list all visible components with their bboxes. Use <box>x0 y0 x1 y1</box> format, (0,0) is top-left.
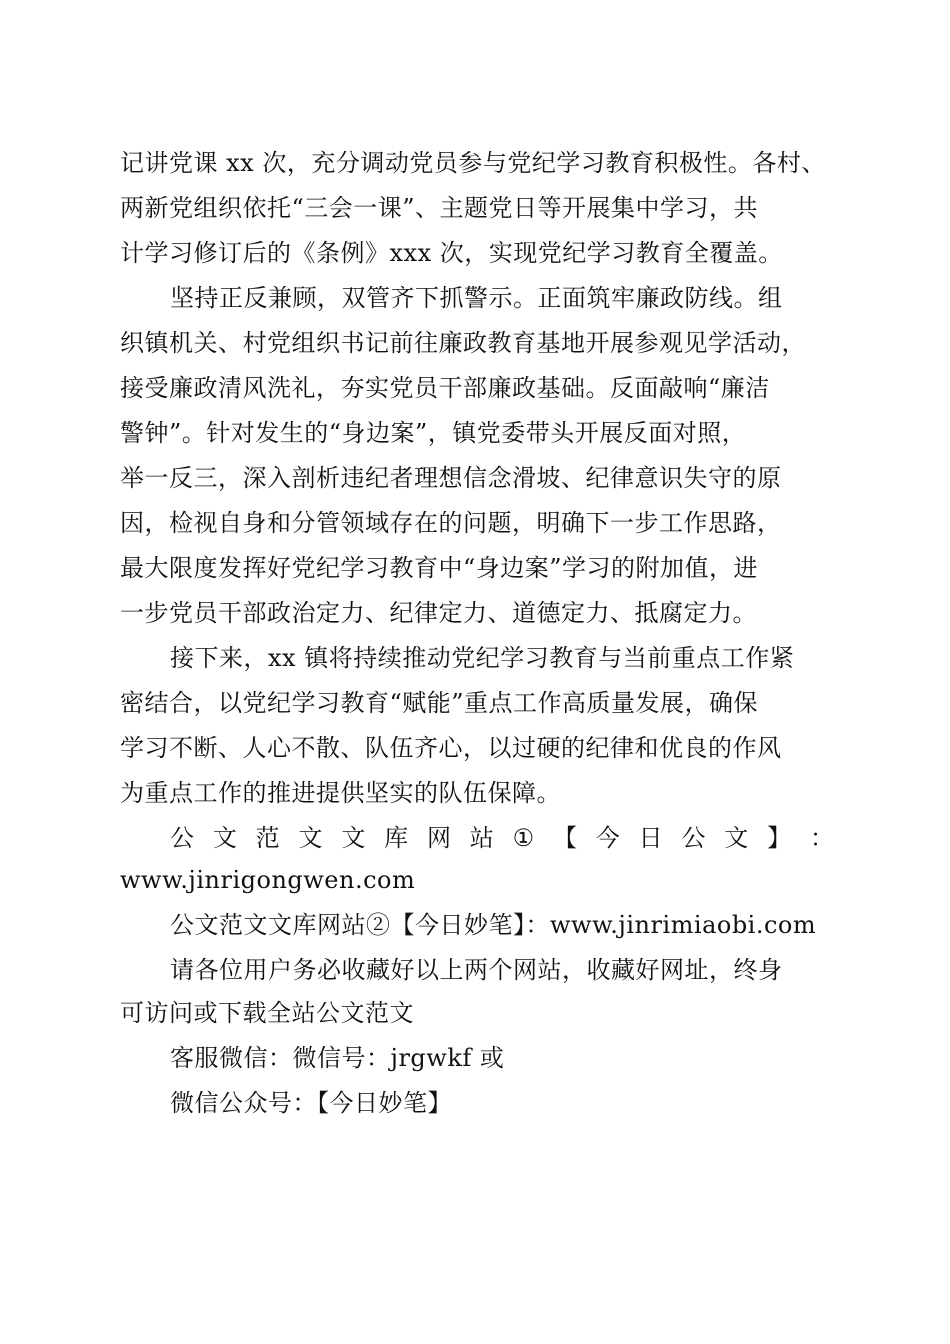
body-line: 接受廉政清风洗礼，夯实党员干部廉政基础。反面敲响“廉洁 <box>120 374 770 402</box>
site1-label <box>170 823 834 853</box>
body-line: 学习不断、人心不散、队伍齐心，以过硬的纪律和优良的作风 <box>120 734 782 762</box>
body-line: 两新党组织依托“三会一课”、主题党日等开展集中学习，共 <box>120 194 759 222</box>
site1-char: 站 <box>469 824 494 852</box>
body-line: 计学习修订后的《条例》xxx 次，实现党纪学习教育全覆盖。 <box>120 239 783 267</box>
body-line: 一步党员干部政治定力、纪律定力、道德定力、抵腐定力。 <box>120 599 757 627</box>
notice-line: 可访问或下载全站公文范文 <box>120 999 414 1027</box>
site1-char: 【 <box>552 824 577 852</box>
site1-char: 文 <box>212 824 237 852</box>
body-line: 最大限度发挥好党纪学习教育中“身边案”学习的附加值，进 <box>120 554 759 582</box>
site1-char: 网 <box>426 824 451 852</box>
site1-char: 范 <box>255 824 280 852</box>
site1-char: 文 <box>298 824 323 852</box>
site2-line: 公文范文文库网站②【今日妙笔】：www.jinrimiaobi.com <box>170 911 817 939</box>
paragraph-first-line: 坚持正反兼顾，双管齐下抓警示。正面筑牢廉政防线。组 <box>170 284 783 312</box>
body-line: 举一反三，深入剖析违纪者理想信念滑坡、纪律意识失守的原 <box>120 464 782 492</box>
site1-char: 日 <box>638 824 663 852</box>
site1-char: 今 <box>595 824 620 852</box>
site1-char: 文 <box>724 824 749 852</box>
site1-char: ： <box>809 824 834 852</box>
paragraph-first-line: 接下来，xx 镇将持续推动党纪学习教育与当前重点工作紧 <box>170 644 795 672</box>
site1-char: 公 <box>170 824 194 852</box>
notice-line: 请各位用户务必收藏好以上两个网站，收藏好网址，终身 <box>170 956 783 984</box>
body-line: 为重点工作的推进提供坚实的队伍保障。 <box>120 779 561 807</box>
body-line: 织镇机关、村党组织书记前往廉政教育基地开展参观见学活动， <box>120 329 806 357</box>
site1-char: 公 <box>681 824 706 852</box>
site1-char: 库 <box>384 824 409 852</box>
site1-char: ① <box>512 824 535 852</box>
site1-char: 文 <box>341 824 366 852</box>
body-line: 密结合，以党纪学习教育“赋能”重点工作高质量发展，确保 <box>120 689 759 717</box>
body-line: 因，检视自身和分管领域存在的问题，明确下一步工作思路， <box>120 509 782 537</box>
body-line: 记讲党课 xx 次，充分调动党员参与党纪学习教育积极性。各村、 <box>120 149 826 177</box>
body-line: 警钟”。针对发生的“身边案”，镇党委带头开展反面对照， <box>120 419 747 447</box>
service-line: 客服微信：微信号：jrgwkf 或 <box>170 1044 505 1072</box>
site1-url: www.jinrigongwen.com <box>120 866 416 894</box>
official-account-line: 微信公众号：【今日妙笔】 <box>170 1089 452 1117</box>
site1-char: 】 <box>767 824 792 852</box>
